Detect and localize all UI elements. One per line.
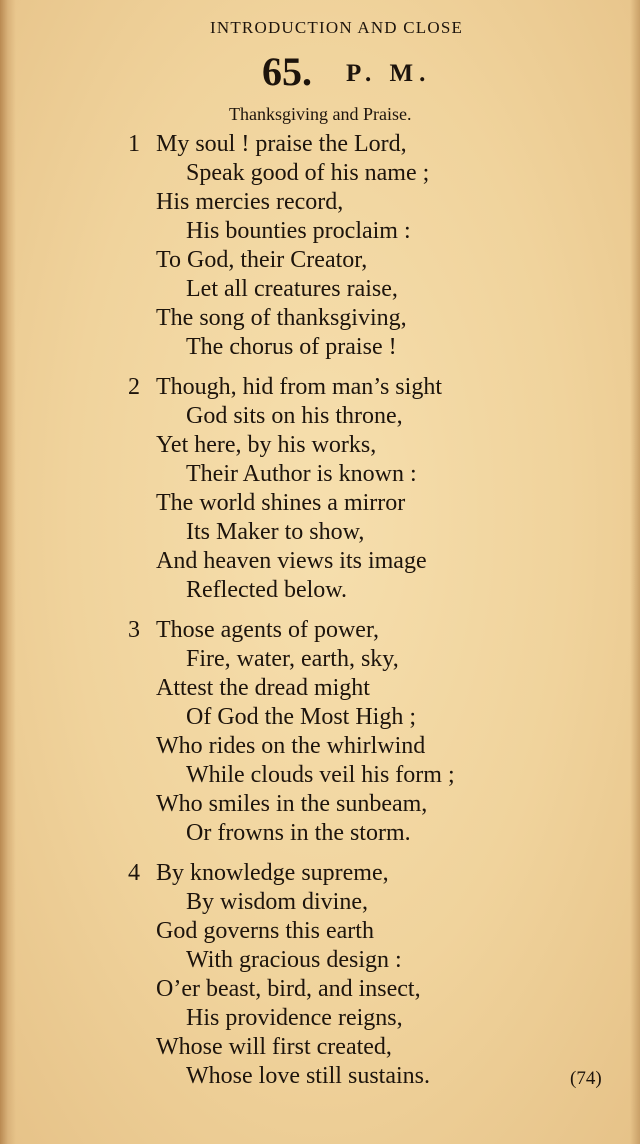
verse-line: His mercies record, (156, 189, 344, 215)
verse-line: With gracious design : (186, 947, 402, 973)
verse-line: And heaven views its image (156, 548, 427, 574)
verse-line: His bounties proclaim : (186, 218, 411, 244)
verse-line: Of God the Most High ; (186, 704, 416, 730)
hymn-subtitle: Thanksgiving and Praise. (229, 104, 412, 124)
verse-line: Whose will first created, (156, 1034, 392, 1060)
verse-line: God governs this earth (156, 918, 374, 944)
verse-line: Its Maker to show, (186, 519, 365, 545)
verse-line: The song of thanksgiving, (156, 305, 407, 331)
verse-line: Fire, water, earth, sky, (186, 646, 399, 672)
verse-line: The chorus of praise ! (186, 334, 397, 360)
verse-line: Let all creatures raise, (186, 276, 398, 302)
verse-line: By wisdom divine, (186, 889, 369, 915)
verse-line: O’er beast, bird, and insect, (156, 976, 421, 1002)
verse-line: Or frowns in the storm. (186, 820, 411, 846)
verse-line: Their Author is known : (186, 461, 417, 487)
verse-line: Whose love still sustains. (186, 1063, 430, 1089)
hymn-meter: P. M. (346, 60, 432, 87)
stanza-1 (0, 130, 640, 362)
verse-line: Attest the dread might (156, 675, 370, 701)
verse-line: The world shines a mirror (156, 490, 406, 516)
stanza-3 (0, 616, 640, 848)
verse-line: Who rides on the whirlwind (156, 733, 426, 759)
verse-line: God sits on his throne, (186, 403, 403, 429)
stanza-4 (0, 859, 640, 1091)
verse-line: To God, their Creator, (156, 247, 368, 273)
verse-line: Reflected below. (186, 577, 348, 603)
verse-line: Who smiles in the sunbeam, (156, 791, 428, 817)
verse-line: Speak good of his name ; (186, 160, 430, 186)
verse-line: Though, hid from man’s sight (156, 374, 442, 400)
verse-line: My soul ! praise the Lord, (156, 131, 407, 157)
verse-line: Yet here, by his works, (156, 432, 377, 458)
verse-line: While clouds veil his form ; (186, 762, 455, 788)
hymn-number: 65. (262, 49, 312, 94)
stanza-number: 1 (128, 131, 140, 157)
verse-line: Those agents of power, (156, 617, 379, 643)
verse-line: His providence reigns, (186, 1005, 403, 1031)
page-number: (74) (570, 1068, 602, 1089)
stanza-number: 3 (128, 617, 140, 643)
hymn-text (0, 130, 640, 1102)
verse-line: By knowledge supreme, (156, 860, 389, 886)
stanza-2 (0, 373, 640, 605)
stanza-number: 4 (128, 860, 140, 886)
stanza-number: 2 (128, 374, 140, 400)
running-head: INTRODUCTION AND CLOSE (210, 18, 464, 37)
